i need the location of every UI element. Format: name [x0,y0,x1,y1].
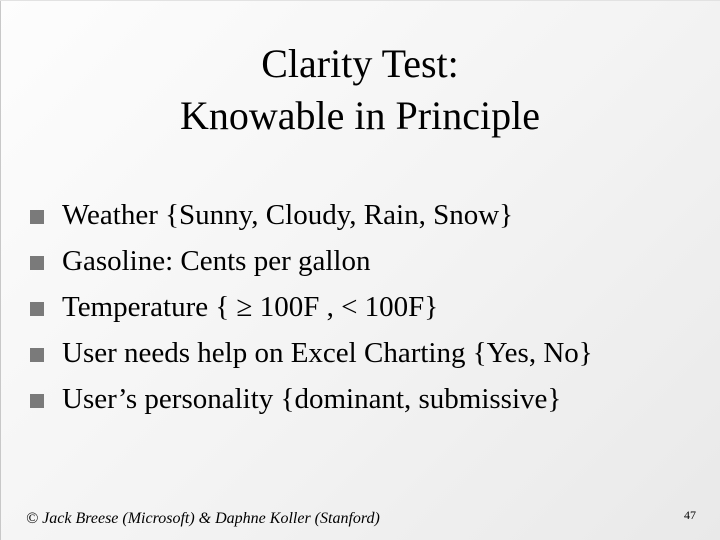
slide-border-top [0,0,720,1]
square-bullet-icon [30,348,44,362]
square-bullet-icon [30,256,44,270]
square-bullet-icon [30,302,44,316]
square-bullet-icon [30,210,44,224]
footer-credit: © Jack Breese (Microsoft) & Daphne Koller (Stanford) [26,510,380,527]
bullet-text: Gasoline: Cents per gallon [62,244,371,277]
slide-title-line-1: Clarity Test: [261,41,459,86]
bullet-item-excel-help [30,330,700,376]
bullet-item-personality [30,376,700,422]
bullet-item-gasoline [30,238,700,284]
page-number: 47 [684,508,696,522]
bullet-item-weather [30,192,700,238]
bullet-text: Temperature { ≥ 100F , < 100F} [62,290,439,323]
bullet-text: Weather {Sunny, Cloudy, Rain, Snow} [62,198,514,231]
slide-title [0,38,720,142]
slide-title-line-2: Knowable in Principle [180,93,540,138]
bullet-text: User’s personality {dominant, submissive} [62,382,562,415]
bullet-text: User needs help on Excel Charting {Yes, No} [62,336,593,369]
square-bullet-icon [30,394,44,408]
bullet-item-temperature [30,284,700,330]
bullet-list [30,192,700,422]
